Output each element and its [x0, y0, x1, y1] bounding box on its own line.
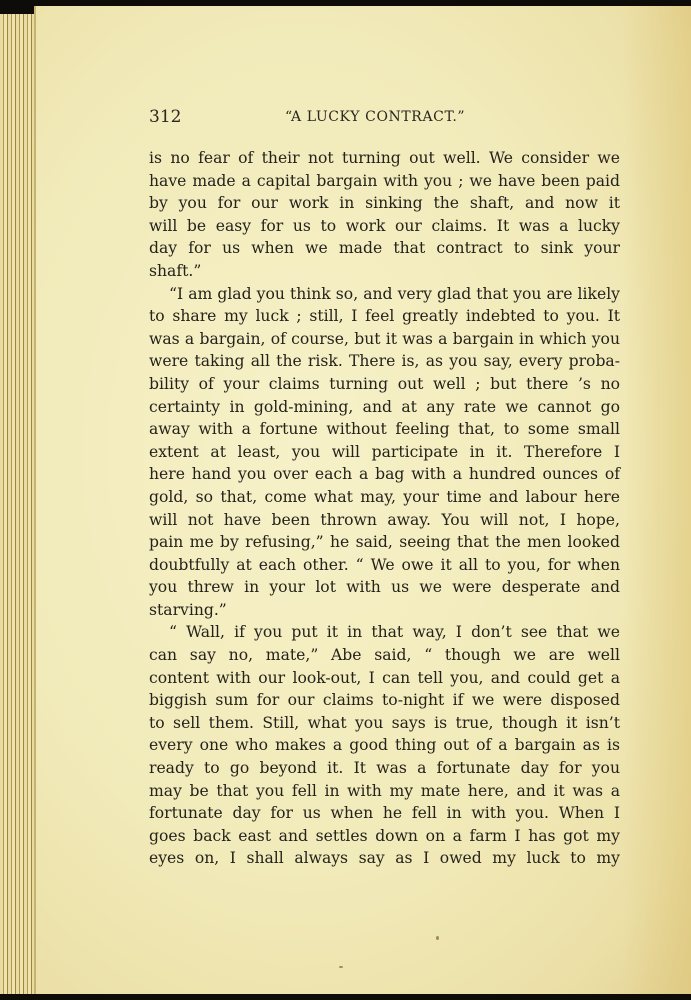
text-line: goes back east and settles down on a farm I has got my — [149, 826, 620, 845]
text-line: pain me by refusing,” he said, seeing that the men looked — [149, 533, 620, 552]
text-line: is no fear of their not turning out well. We consider we — [149, 149, 620, 167]
text-line: have made a capital bargain with you ; we have been paid — [149, 171, 620, 190]
text-line: may be that you fell in with my mate here, and it was a — [149, 781, 620, 800]
text-line: was a bargain, of course, but it was a bargain in which you — [149, 329, 620, 348]
text-line: biggish sum for our claims to-night if we were disposed — [149, 691, 620, 710]
text-line: you threw in your lot with us we were desperate and — [149, 578, 620, 597]
text-line: certainty in gold-mining, and at any rate we cannot go — [149, 397, 620, 416]
text-line: eyes on, I shall always say as I owed my luck to my — [149, 849, 620, 868]
page-number: 312 — [149, 107, 182, 127]
paragraph-start-line: “ Wall, if you put it in that way, I don’t see that we — [169, 623, 620, 642]
text-line: bility of your claims turning out well ; but there ’s no — [149, 374, 620, 393]
text-line: fortunate day for us when he fell in with you. When I — [149, 804, 620, 823]
body-text — [149, 147, 620, 870]
text-line: shaft.” — [149, 261, 202, 280]
chapter-title: “A LUCKY CONTRACT.” — [285, 109, 466, 125]
text-line: were taking all the risk. There is, as you say, every proba- — [149, 352, 620, 371]
text-line: ready to go beyond it. It was a fortunate day for you — [149, 759, 620, 778]
text-line: will not have been thrown away. You will not, I hope, — [149, 510, 620, 529]
text-line: to sell them. Still, what you says is true, though it isn’t — [149, 713, 620, 732]
paragraph-start-line: “I am glad you think so, and very glad that you are likely — [169, 284, 620, 303]
text-line: will be easy for us to work our claims. It was a lucky — [149, 216, 620, 235]
paper-speck — [436, 936, 439, 940]
paper-speck — [339, 966, 343, 968]
text-line: starving.” — [149, 600, 227, 619]
text-line: away with a fortune without feeling that, to some small — [149, 420, 620, 439]
text-line: day for us when we made that contract to sink your — [149, 239, 620, 258]
text-line: to share my luck ; still, I feel greatly indebted to you. It — [149, 307, 620, 326]
running-head — [149, 107, 619, 131]
text-line: content with our look-out, I can tell you, and could get a — [149, 668, 620, 687]
text-line: gold, so that, come what may, your time and labour here — [149, 487, 620, 506]
text-line: here hand you over each a bag with a hundred ounces of — [149, 465, 620, 484]
text-line: can say no, mate,” Abe said, “ though we are well — [149, 646, 620, 665]
text-line: every one who makes a good thing out of a bargain as is — [149, 736, 620, 755]
text-line: extent at least, you will participate in it. Therefore I — [149, 442, 620, 461]
text-line: by you for our work in sinking the shaft, and now it — [149, 194, 620, 213]
text-line: doubtfully at each other. “ We owe it all to you, for when — [149, 555, 620, 574]
